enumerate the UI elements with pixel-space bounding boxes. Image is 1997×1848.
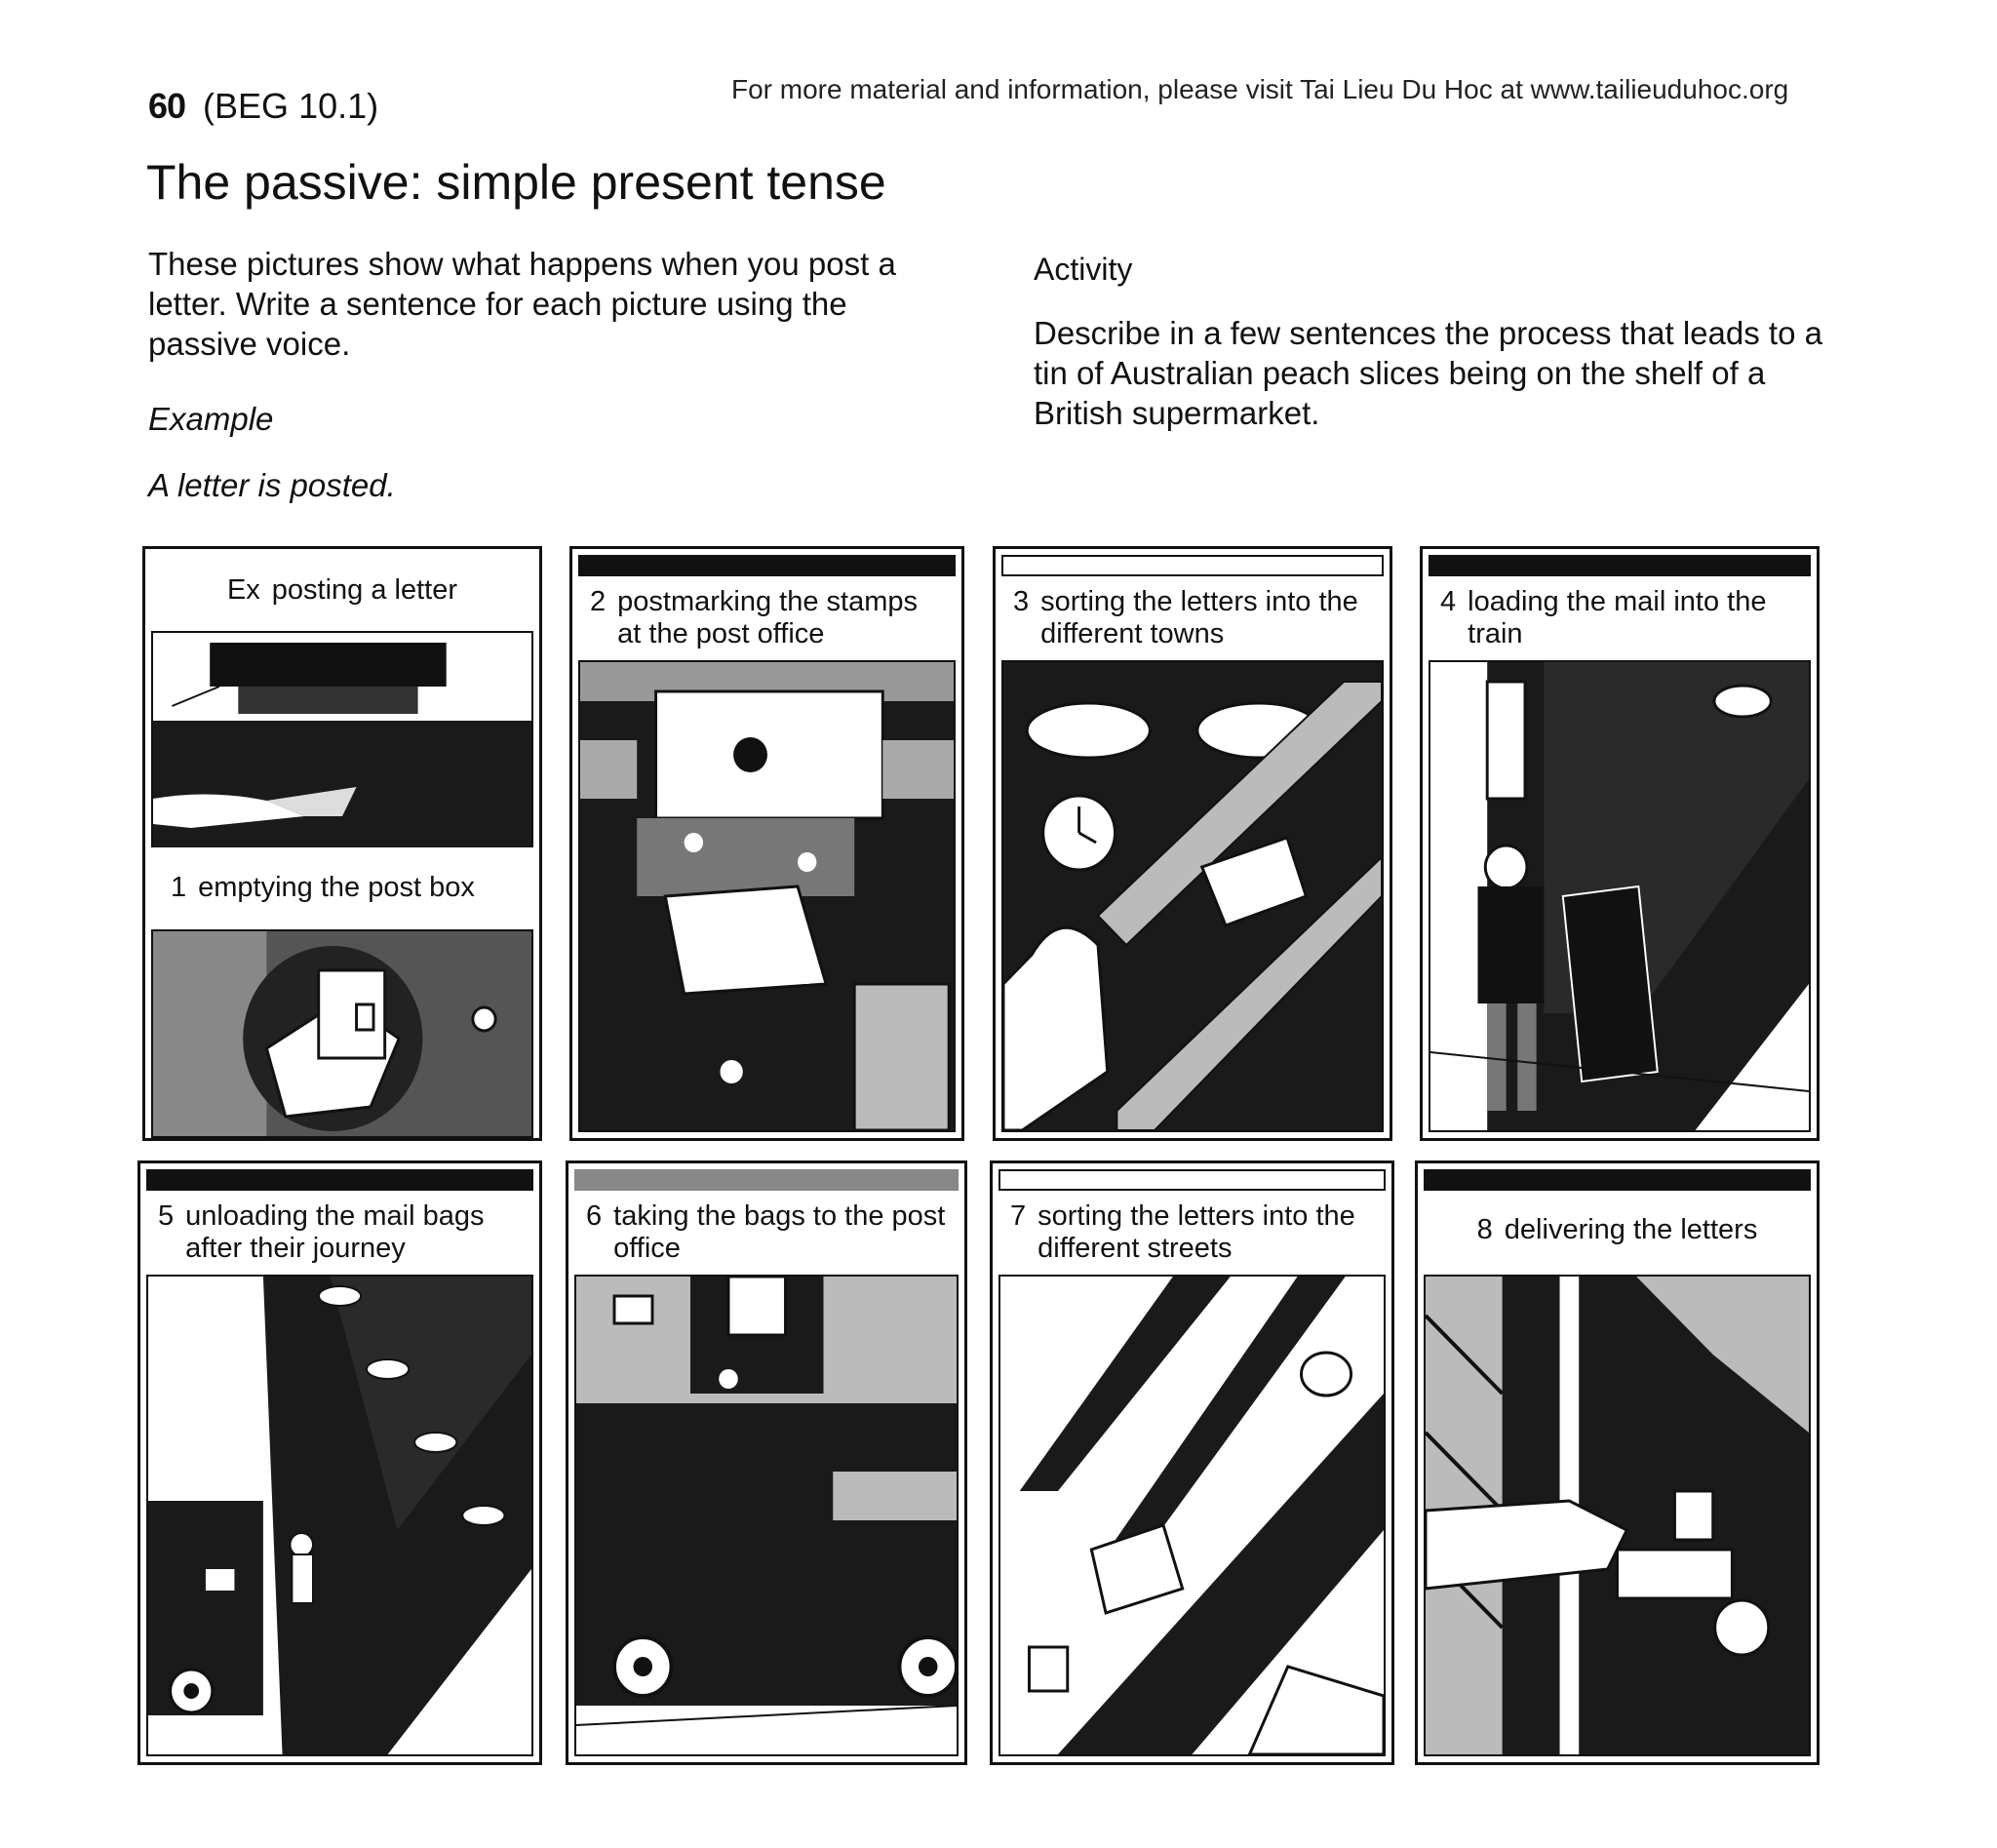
panel-ex-and-1: [142, 546, 542, 1141]
page-number: 60 (BEG 10.1): [148, 86, 379, 126]
panel-caption-text: postmarking the stamps at the post office: [617, 586, 918, 649]
panel-caption-text: delivering the letters: [1504, 1213, 1758, 1245]
panel-caption-text: sorting the letters into the different streets: [1038, 1200, 1355, 1264]
illustration-posting-letter: [151, 631, 533, 851]
activity-label: Activity: [1034, 252, 1133, 287]
panel-number: 2: [590, 586, 607, 617]
panel-top-strip: [146, 1169, 533, 1191]
illustration-unloading-bags: [146, 1275, 533, 1756]
example-text: A letter is posted.: [148, 467, 396, 503]
panel-number: 3: [1013, 586, 1030, 617]
panel-caption: [1424, 1191, 1811, 1269]
panel-caption: [574, 1191, 959, 1269]
panel-caption: [1429, 576, 1811, 654]
panel-top-strip: [1001, 555, 1384, 576]
panel-top-strip: [1429, 555, 1811, 576]
panel-top-strip: [574, 1169, 959, 1191]
panel-top-strip: [1424, 1169, 1811, 1191]
panel-number: 7: [1010, 1200, 1027, 1232]
panel-6: [566, 1160, 967, 1765]
section-code: (BEG 10.1): [203, 86, 379, 126]
panel-number: 5: [158, 1200, 175, 1232]
illustration-sorting-streets: [998, 1275, 1386, 1756]
panel-caption: [151, 555, 533, 625]
illustration-van-to-post-office: [574, 1275, 959, 1756]
illustration-delivering-letters: [1424, 1275, 1811, 1756]
panel-4: [1420, 546, 1820, 1141]
illustration-postmarking: [578, 660, 956, 1132]
panel-2: [569, 546, 964, 1141]
panel-caption-text: emptying the post box: [198, 871, 475, 903]
illustration-emptying-post-box: [151, 929, 533, 1138]
panel-caption: [146, 1191, 533, 1269]
panel-caption: [578, 576, 956, 654]
panel-caption-text: posting a letter: [271, 573, 458, 606]
panel-number: 4: [1440, 586, 1457, 617]
panel-caption-text: sorting the letters into the different towns: [1040, 586, 1358, 649]
panel-caption-text: taking the bags to the post office: [613, 1200, 946, 1264]
activity-text: Describe in a few sentences the process that leads to a tin of Australian peach slices being on the shelf of a British supermarket.: [1034, 315, 1822, 431]
panel-caption: [1001, 576, 1384, 654]
panel-8: [1415, 1160, 1820, 1765]
panel-number: 6: [586, 1200, 603, 1232]
panel-caption: [151, 847, 533, 927]
panel-caption-text: unloading the mail bags after their journey: [185, 1200, 485, 1264]
panel-top-strip: [998, 1169, 1386, 1191]
panel-caption-text: loading the mail into the train: [1468, 586, 1767, 649]
panel-number: 1: [171, 871, 187, 903]
page-title: The passive: simple present tense: [146, 155, 886, 210]
panel-7: [990, 1160, 1394, 1765]
comic-panels: [142, 546, 1820, 1765]
panel-caption: [998, 1191, 1386, 1269]
activity-column: [1034, 244, 1843, 433]
source-note: For more material and information, please visit Tai Lieu Du Hoc at www.tailieuduhoc.org: [731, 74, 1789, 104]
panel-number: 8: [1476, 1213, 1493, 1245]
illustration-loading-train: [1429, 660, 1811, 1132]
illustration-sorting-towns: [1001, 660, 1384, 1132]
panel-top-strip: [578, 555, 956, 576]
instructions-text: These pictures show what happens when you post a letter. Write a sentence for each picture using the passive voice.: [148, 246, 896, 362]
panel-3: [993, 546, 1392, 1141]
instructions-column: [148, 244, 948, 504]
panel-5: [137, 1160, 542, 1765]
panel-number: Ex: [226, 573, 260, 606]
example-label: Example: [148, 401, 274, 437]
